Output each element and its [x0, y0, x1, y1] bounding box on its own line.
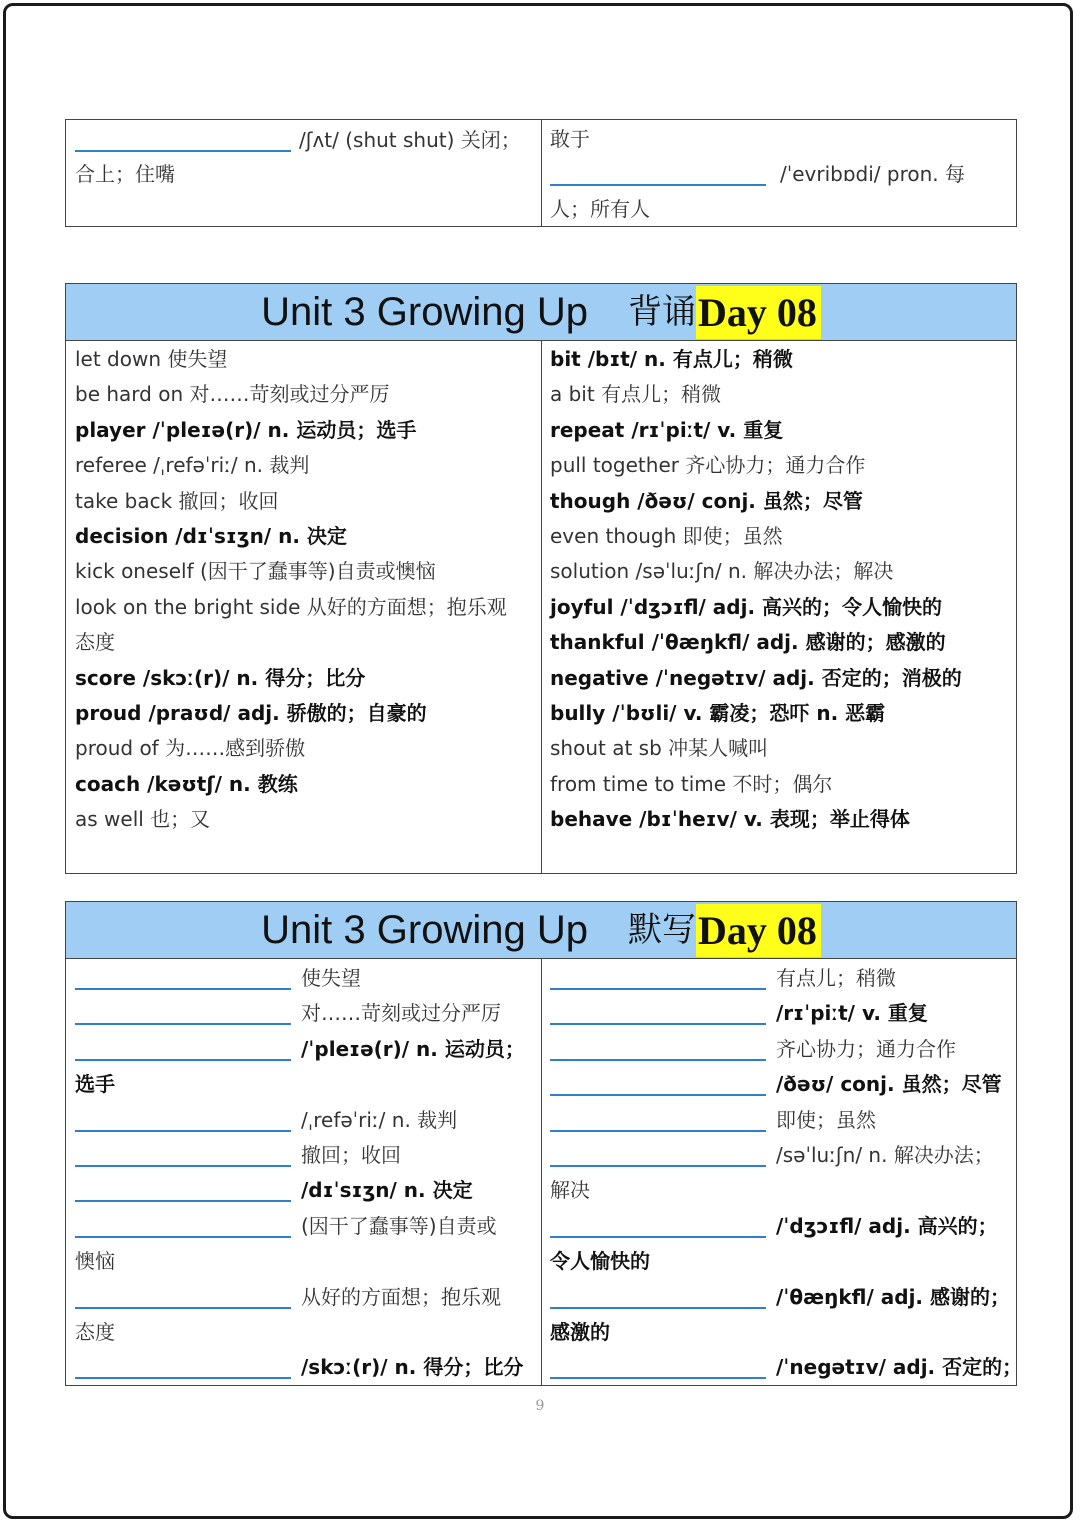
- banner-day-badge: Day 08: [696, 904, 821, 957]
- banner-cn-label: 默写: [627, 910, 696, 950]
- answer-blank[interactable]: [550, 1110, 766, 1132]
- entry-text: 有点儿；稍微: [776, 966, 896, 990]
- vocab-entry: be hard on 对……苛刻或过分严厉: [75, 382, 390, 407]
- answer-blank[interactable]: [75, 1145, 291, 1167]
- top-left-column: [66, 120, 542, 226]
- vocab-entry: from time to time 不时；偶尔: [550, 771, 833, 796]
- answer-blank[interactable]: [550, 1074, 766, 1096]
- recite-right-column: [541, 341, 1016, 873]
- dictation-right-column: [541, 959, 1023, 1385]
- entry-text: 撤回；收回: [301, 1143, 401, 1167]
- vocab-entry: thankful /ˈθæŋkfl/ adj. 感谢的；感激的: [550, 630, 946, 655]
- entry-wrap-text: 解决: [550, 1178, 590, 1203]
- answer-blank[interactable]: [75, 1003, 291, 1025]
- vocab-entry: referee /ˌrefəˈriː/ n. 裁判: [75, 453, 310, 478]
- answer-blank[interactable]: [75, 1180, 291, 1202]
- answer-blank[interactable]: [550, 1357, 766, 1379]
- dictation-banner: [66, 902, 1016, 959]
- entry-text: 使失望: [301, 966, 361, 990]
- vocab-entry: behave /bɪˈheɪv/ v. 表现；举止得体: [550, 807, 910, 832]
- answer-blank[interactable]: [75, 1216, 291, 1238]
- vocab-entry: as well 也；又: [75, 807, 211, 832]
- vocab-entry: kick oneself (因干了蠢事等)自责或懊恼: [75, 559, 436, 584]
- vocab-entry: player /ˈpleɪə(r)/ n. 运动员；选手: [75, 417, 417, 442]
- answer-blank[interactable]: [550, 1145, 766, 1167]
- vocab-entry: repeat /rɪˈpiːt/ v. 重复: [550, 417, 784, 442]
- answer-blank[interactable]: [550, 1216, 766, 1238]
- entry-text: /ˈθæŋkfl/ adj. 感谢的；: [776, 1284, 1010, 1309]
- top-vocab-box: [65, 119, 1017, 227]
- vocab-entry: score /skɔː(r)/ n. 得分；比分: [75, 665, 366, 690]
- entry-text: 即使；虽然: [776, 1107, 876, 1132]
- vocab-entry: shout at sb 冲某人喊叫: [550, 736, 769, 761]
- banner-title: Unit 3 Growing Up: [261, 290, 588, 334]
- entry-text: /ˌrefəˈriː/ n. 裁判: [301, 1107, 458, 1132]
- vocab-entry: bit /bɪt/ n. 有点儿；稍微: [550, 347, 793, 371]
- vocab-entry: 态度: [75, 630, 115, 655]
- banner-cn-label: 背诵: [627, 292, 696, 332]
- vocab-entry: bully /ˈbʊli/ v. 霸凌；恐吓 n. 恶霸: [550, 701, 886, 725]
- entry-text: /skɔː(r)/ n. 得分；比分: [301, 1355, 524, 1380]
- vocab-entry: negative /ˈnegətɪv/ adj. 否定的；消极的: [550, 665, 962, 690]
- entry-text: 从好的方面想；抱乐观: [301, 1284, 501, 1309]
- entry-wrap-text: 人；所有人: [550, 197, 650, 221]
- entry-wrap-text: 合上；住嘴: [75, 162, 175, 186]
- entry-text: /ˈpleɪə(r)/ n. 运动员；: [301, 1036, 525, 1061]
- top-right-column: [541, 120, 1016, 226]
- vocab-entry: even though 即使；虽然: [550, 524, 783, 548]
- recite-left-column: [66, 341, 542, 873]
- vocab-entry: solution /səˈluːʃn/ n. 解决办法；解决: [550, 559, 894, 584]
- vocab-entry: look on the bright side 从好的方面想；抱乐观: [75, 594, 507, 619]
- entry-wrap-text: 选手: [75, 1072, 115, 1097]
- answer-blank[interactable]: [75, 1287, 291, 1309]
- answer-blank[interactable]: [550, 164, 766, 186]
- entry-text: /ˈnegətɪv/ adj. 否定的；: [776, 1355, 1023, 1380]
- answer-blank[interactable]: [75, 1357, 291, 1379]
- answer-blank[interactable]: [550, 1039, 766, 1061]
- answer-blank[interactable]: [550, 968, 766, 990]
- vocab-entry: joyful /ˈdʒɔɪfl/ adj. 高兴的；令人愉快的: [550, 594, 943, 619]
- entry-wrap-text: 令人愉快的: [550, 1249, 650, 1274]
- entry-text: /dɪˈsɪʒn/ n. 决定: [301, 1178, 473, 1203]
- entry-wrap-text: 懊恼: [75, 1249, 115, 1274]
- dictation-left-column: [66, 959, 542, 1385]
- answer-blank[interactable]: [75, 1110, 291, 1132]
- recite-banner: [66, 284, 1016, 341]
- entry-wrap-text: 态度: [75, 1320, 115, 1344]
- vocab-entry: a bit 有点儿；稍微: [550, 382, 722, 407]
- vocab-entry: take back 撤回；收回: [75, 488, 279, 513]
- vocab-entry: proud of 为……感到骄傲: [75, 736, 306, 761]
- entry-text: 齐心协力；通力合作: [776, 1036, 956, 1061]
- banner-day-badge: Day 08: [696, 286, 821, 339]
- answer-blank[interactable]: [75, 968, 291, 990]
- answer-blank[interactable]: [75, 1039, 291, 1061]
- answer-blank[interactable]: [550, 1003, 766, 1025]
- entry-text: /rɪˈpiːt/ v. 重复: [776, 1001, 928, 1026]
- entry-wrap-text: 感激的: [550, 1320, 610, 1344]
- vocab-entry: pull together 齐心协力；通力合作: [550, 453, 866, 478]
- entry-text: /səˈluːʃn/ n. 解决办法；: [776, 1143, 994, 1167]
- answer-blank[interactable]: [550, 1287, 766, 1309]
- dictation-section: [65, 901, 1023, 1386]
- entry-text: (因干了蠢事等)自责或: [301, 1213, 497, 1238]
- page-number: 9: [535, 1398, 545, 1414]
- entry-text: /ˈdʒɔɪfl/ adj. 高兴的；: [776, 1213, 998, 1238]
- recite-section: [65, 283, 1017, 874]
- vocab-entry: proud /praʊd/ adj. 骄傲的；自豪的: [75, 701, 427, 725]
- entry-wrap-text: 敢于: [550, 127, 590, 151]
- vocab-entry: let down 使失望: [75, 347, 228, 371]
- entry-text: /ˈevribɒdi/ pron. 每: [780, 162, 965, 186]
- banner-title: Unit 3 Growing Up: [261, 908, 588, 952]
- vocab-entry: coach /kəʊtʃ/ n. 教练: [75, 771, 298, 796]
- entry-text: 对……苛刻或过分严厉: [301, 1001, 501, 1026]
- vocab-entry: though /ðəʊ/ conj. 虽然；尽管: [550, 488, 863, 513]
- entry-text: /ðəʊ/ conj. 虽然；尽管: [776, 1072, 1002, 1097]
- answer-blank[interactable]: [75, 130, 291, 152]
- vocab-entry: decision /dɪˈsɪʒn/ n. 决定: [75, 524, 347, 548]
- entry-text: /ʃʌt/ (shut shut) 关闭；: [299, 128, 521, 152]
